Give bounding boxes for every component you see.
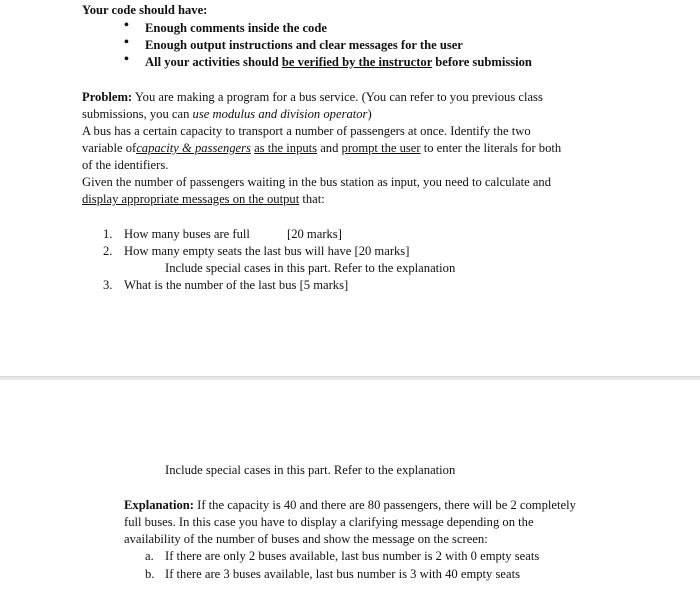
problem-line: submissions, you can use modulus and division operator) — [82, 107, 372, 121]
case-text: If there are 3 buses available, last bus number is 3 with 40 empty seats — [165, 567, 520, 581]
problem-line: of the identifiers. — [82, 158, 169, 172]
page-divider — [0, 376, 700, 380]
task-number: 2. — [103, 244, 113, 258]
case-text: If there are only 2 buses available, last bus number is 2 with 0 empty seats — [165, 549, 540, 563]
requirement-item: Enough output instructions and clear messages for the user — [145, 38, 463, 52]
task-text: How many buses are full — [124, 227, 250, 241]
case-letter: b. — [145, 567, 155, 581]
task-number: 1. — [103, 227, 113, 241]
case-letter: a. — [145, 549, 154, 563]
problem-line: Problem: You are making a program for a bus service. (You can refer to you previous class — [82, 90, 543, 104]
task-text: How many empty seats the last bus will have [20 marks] — [124, 244, 410, 258]
problem-line: A bus has a certain capacity to transport a number of passengers at once. Identify the two — [82, 124, 531, 138]
problem-line: display appropriate messages on the output that: — [82, 192, 325, 206]
explanation-line: Explanation: If the capacity is 40 and there are 80 passengers, there will be 2 completely — [124, 498, 576, 512]
requirement-item: Enough comments inside the code — [145, 21, 327, 35]
task-number: 3. — [103, 278, 113, 292]
requirements-heading: Your code should have: — [82, 3, 208, 17]
explanation-line: full buses. In this case you have to display a clarifying message depending on the — [124, 515, 534, 529]
bullet-icon: • — [124, 52, 129, 67]
problem-line: Given the number of passengers waiting in the bus station as input, you need to calculate and — [82, 175, 552, 189]
bullet-icon: • — [124, 35, 129, 50]
bullet-icon: • — [124, 18, 129, 33]
requirement-item: All your activities should be verified by the instructor before submission — [145, 55, 532, 69]
task-marks: [20 marks] — [287, 227, 342, 241]
page2-note: Include special cases in this part. Refer to the explanation — [165, 463, 456, 477]
explanation-line: availability of the number of buses and show the message on the screen: — [124, 532, 488, 546]
problem-line: variable ofcapacity & passengers as the inputs and prompt the user to enter the literals for both — [82, 141, 562, 155]
task-text: What is the number of the last bus [5 marks] — [124, 278, 349, 292]
task-note: Include special cases in this part. Refer to the explanation — [165, 261, 456, 275]
